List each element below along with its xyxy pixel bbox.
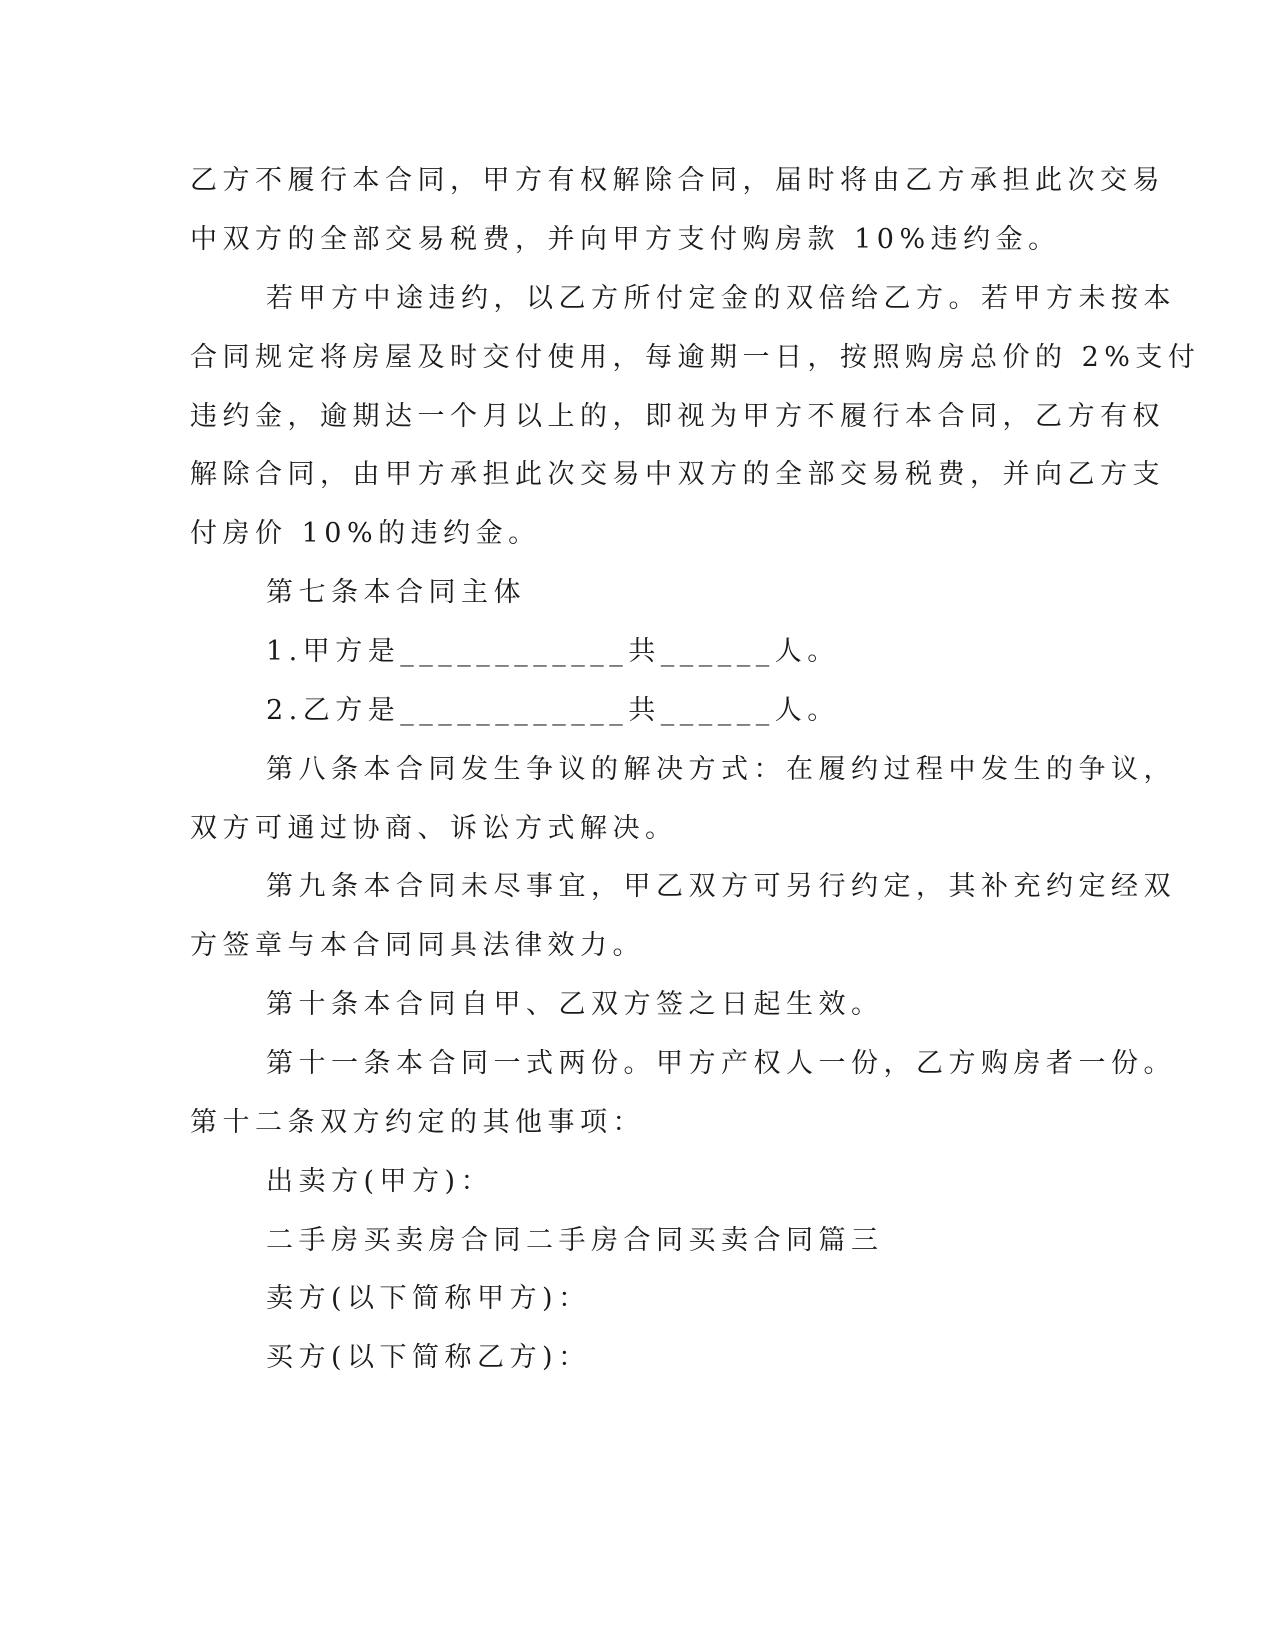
text-line: 双方可通过协商、诉讼方式解决。 xyxy=(190,813,678,844)
text-line: 解除合同，由甲方承担此次交易中双方的全部交易税费，并向乙方支 xyxy=(190,459,1165,490)
text-line: 合同规定将房屋及时交付使用，每逾期一日，按照购房总价的 2%支付 xyxy=(190,342,1201,373)
document-title: 二手房买卖房合同二手房合同买卖合同篇三 xyxy=(266,1225,884,1256)
buyer-label: 买方(以下简称乙方)： xyxy=(266,1342,591,1373)
section-heading: 第七条本合同主体 xyxy=(266,577,526,608)
text-line: 第九条本合同未尽事宜，甲乙双方可另行约定，其补充约定经双 xyxy=(266,871,1176,902)
text-line: 付房价 10%的违约金。 xyxy=(190,518,541,549)
text-line: 若甲方中途违约，以乙方所付定金的双倍给乙方。若甲方未按本 xyxy=(266,283,1176,314)
text-line: 方签章与本合同同具法律效力。 xyxy=(190,930,645,961)
text-line: 中双方的全部交易税费，并向甲方支付购房款 10%违约金。 xyxy=(190,224,1061,255)
text-line: 第八条本合同发生争议的解决方式：在履约过程中发生的争议， xyxy=(266,754,1176,785)
text-line: 第十一条本合同一式两份。甲方产权人一份，乙方购房者一份。 xyxy=(266,1048,1176,1079)
party-a-line: 1.甲方是____________共______人。 xyxy=(266,636,840,667)
text-line: 乙方不履行本合同，甲方有权解除合同，届时将由乙方承担此次交易 xyxy=(190,165,1165,196)
text-line: 违约金，逾期达一个月以上的，即视为甲方不履行本合同，乙方有权 xyxy=(190,401,1165,432)
text-line: 第十条本合同自甲、乙双方签之日起生效。 xyxy=(266,989,884,1020)
seller-label: 出卖方(甲方)： xyxy=(266,1166,494,1197)
party-b-line: 2.乙方是____________共______人。 xyxy=(266,695,840,726)
text-line: 第十二条双方约定的其他事项： xyxy=(190,1107,645,1138)
seller-label: 卖方(以下简称甲方)： xyxy=(266,1283,591,1314)
